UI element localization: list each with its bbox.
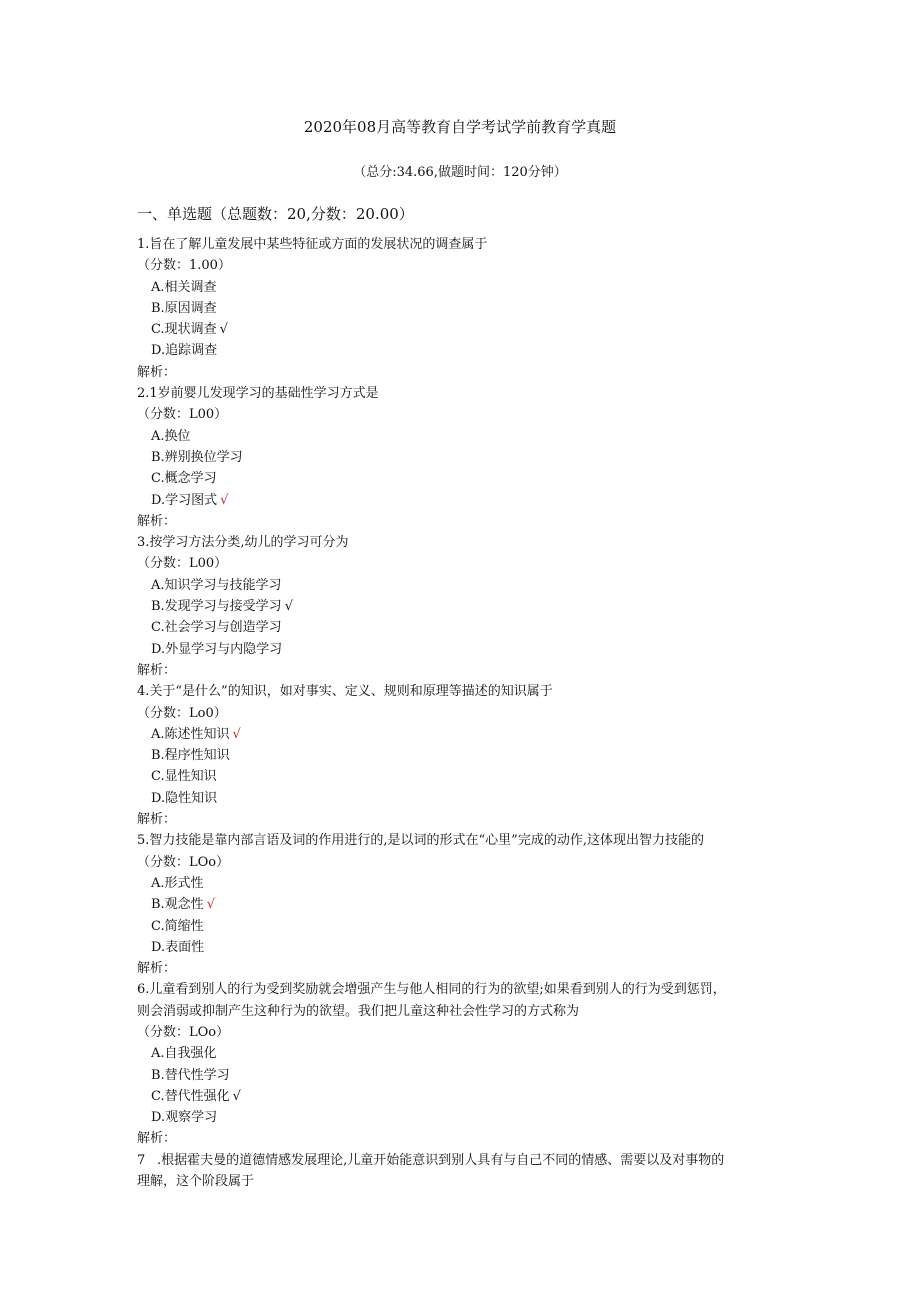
exam-info: （总分:34.66,做题时间：120分钟） [353, 165, 567, 180]
option-label: B.替代性学习 [151, 1067, 230, 1083]
answer-option [137, 468, 777, 489]
option-label: A.相关调查 [151, 279, 217, 295]
option-label: B.发现学习与接受学习 [151, 599, 282, 615]
answer-option [137, 1107, 777, 1128]
answer-option [137, 277, 777, 298]
question-score: （分数：LOo） [137, 1024, 230, 1040]
answer-option [137, 426, 777, 447]
option-label: A.换位 [151, 428, 191, 444]
page-title: 2020年08月高等教育自学考试学前教育学真题 [303, 118, 617, 136]
question-text [137, 1150, 777, 1171]
question-text: 1.旨在了解儿童发展中某些特征或方面的发展状况的调查属于 [137, 237, 488, 252]
answer-option [137, 937, 777, 958]
option-label: D.学习图式 [151, 492, 218, 508]
option-label: B.程序性知识 [151, 748, 230, 764]
option-label: D.隐性知识 [151, 790, 218, 806]
question-score: （分数：L00） [137, 407, 228, 423]
question-score: （分数：Lo0） [137, 705, 227, 721]
question-text: 3.按学习方法分类,幼儿的学习可分为 [137, 535, 349, 551]
answer-option [137, 788, 777, 809]
option-label: D.外显学习与内隐学习 [151, 641, 283, 657]
question-block [137, 681, 777, 830]
option-label: C.替代性强化 [151, 1088, 230, 1104]
option-label: A.自我强化 [151, 1046, 217, 1062]
question-block [137, 532, 777, 681]
option-label: A.陈述性知识 [151, 726, 230, 742]
option-label: B.辨别换位学习 [151, 449, 243, 465]
answer-option [137, 1043, 777, 1064]
analysis-label: 解析： [137, 961, 177, 977]
question-text: 6.儿童看到别人的行为受到奖励就会增强产生与他人相同的行为的欲望;如果看到别人的行为受到惩罚， [137, 982, 726, 998]
question-list [137, 234, 777, 1192]
answer-option [137, 575, 777, 596]
option-label: B.观念性 [151, 897, 204, 913]
option-label: D.追踪调查 [151, 343, 218, 359]
question-block [137, 830, 777, 979]
question-text: 2.1岁前婴儿发现学习的基础性学习方式是 [137, 386, 379, 402]
question-score: （分数：1.00） [137, 258, 231, 274]
question-block [137, 979, 777, 1149]
analysis-label: 解析： [137, 812, 177, 828]
option-label: D.表面性 [151, 939, 205, 955]
section-heading: 一、单选题（总题数：20,分数：20.00） [137, 205, 414, 223]
answer-option [137, 766, 777, 787]
analysis-label: 解析： [137, 364, 177, 380]
answer-option [137, 1086, 777, 1107]
option-label: A.知识学习与技能学习 [151, 577, 282, 593]
correct-check-icon: √ [284, 599, 293, 615]
correct-check-icon: √ [220, 492, 229, 508]
question-text: 5.智力技能是靠内部言语及词的作用进行的,是以词的形式在“心里”完成的动作,这体现出智力技能的 [137, 833, 704, 849]
question-text: 则会消弱或抑制产生这种行为的欲望。我们把儿童这种社会性学习的方式称为 [137, 1003, 580, 1019]
question-score: （分数：L00） [137, 556, 228, 572]
question-text [137, 1171, 777, 1192]
question-block [137, 234, 777, 383]
analysis-label: 解析： [137, 513, 177, 529]
option-label: C.概念学习 [151, 471, 217, 487]
option-label: B.原因调查 [151, 300, 217, 316]
correct-check-icon: √ [219, 322, 228, 338]
option-label: D.观察学习 [151, 1110, 218, 1126]
question-number: 7 [137, 1152, 146, 1168]
answer-option [137, 1065, 777, 1086]
correct-check-icon: √ [232, 1088, 241, 1104]
answer-option [137, 447, 777, 468]
answer-option [137, 596, 777, 617]
question-block [137, 1150, 777, 1193]
answer-option [137, 617, 777, 638]
answer-option [137, 319, 777, 340]
answer-option [137, 724, 777, 745]
question-text: 4.关于“是什么”的知识，如对事实、定义、规则和原理等描述的知识属于 [137, 684, 553, 700]
answer-option [137, 873, 777, 894]
correct-check-icon: √ [232, 726, 241, 742]
option-label: C.显性知识 [151, 769, 217, 785]
answer-option [137, 745, 777, 766]
option-label: C.社会学习与创造学习 [151, 620, 282, 636]
option-label: C.现状调查 [151, 322, 217, 338]
analysis-label: 解析： [137, 662, 177, 678]
answer-option [137, 490, 777, 511]
question-text-span: 理解，这个阶段属于 [137, 1174, 255, 1190]
answer-option [137, 916, 777, 937]
question-block [137, 383, 777, 532]
question-text-span: .根据霍夫曼的道德情感发展理论,儿童开始能意识到别人具有与自己不同的情感、需要以及对事物的 [157, 1152, 725, 1168]
analysis-label: 解析： [137, 1131, 177, 1147]
answer-option [137, 298, 777, 319]
answer-option [137, 340, 777, 361]
option-label: C.简缩性 [151, 918, 204, 934]
answer-option [137, 639, 777, 660]
option-label: A.形式性 [151, 875, 204, 891]
correct-check-icon: √ [206, 897, 215, 913]
question-score: （分数：LOo） [137, 854, 230, 870]
answer-option [137, 894, 777, 915]
